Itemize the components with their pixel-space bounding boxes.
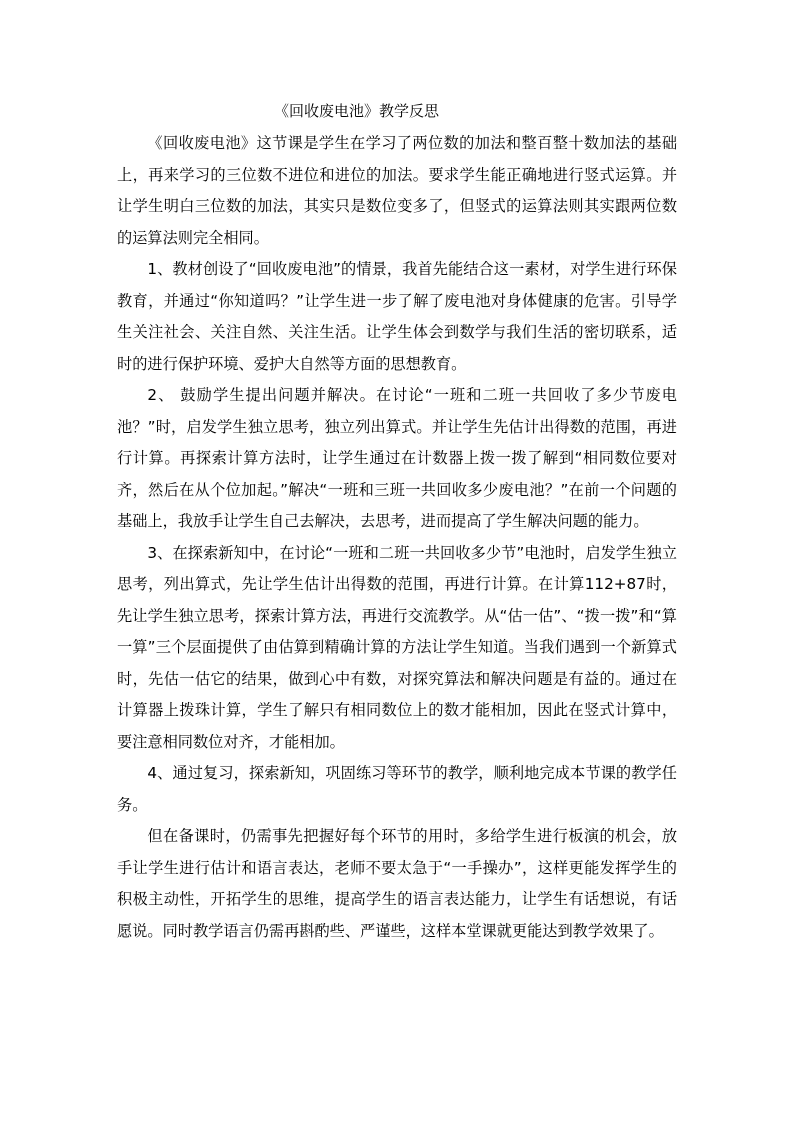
document-page: [117, 96, 677, 947]
paragraph-point-3: 3、在探索新知中，在讨论“一班和二班一共回收多少节”电池时，启发学生独立思考，列出算式，先让学生估计出得数的范围，再进行计算。在计算112+87时，先让学生独立思考，探索计算方法，再进行交流教学。从“估一估”、“拨一拨”和“算一算”三个层面提供了由估算到精确计算的方法让学生知道。当我们遇到一个新算式时，先估一估它的结果，做到心中有数，对探究算法和解决问题是有益的。通过在计算器上拨珠计算，学生了解只有相同数位上的数才能相加，因此在竖式计算中，要注意相同数位对齐，才能相加。: [117, 543, 677, 751]
paragraph-intro: 《回收废电池》这节课是学生在学习了两位数的加法和整百整十数加法的基础上，再来学习的三位数不进位和进位的加法。要求学生能正确地进行竖式运算。并让学生明白三位数的加法，其实只是数位变多了，但竖式的运算法则其实跟两位数的运算法则完全相同。: [117, 134, 677, 247]
paragraph-point-2: 2、 鼓励学生提出问题并解决。在讨论“一班和二班一共回收了多少节废电池？”时，启发学生独立思考，独立列出算式。并让学生先估计出得数的范围，再进行计算。再探索计算方法时，让学生通过在计数器上拨一拨了解到“相同数位要对齐，然后在从个位加起。”解决“一班和三班一共回收多少废电池？”在前一个问题的基础上，我放手让学生自己去解决，去思考，进而提高了学生解决问题的能力。: [117, 386, 677, 530]
paragraph-point-4: 4、通过复习，探索新知，巩固练习等环节的教学，顺利地完成本节课的教学任务。: [117, 764, 677, 814]
paragraph-point-1: 1、教材创设了“回收废电池”的情景，我首先能结合这一素材，对学生进行环保教育，并通过“你知道吗？”让学生进一步了解了废电池对身体健康的危害。引导学生关注社会、关注自然、关注生活。让学生体会到数学与我们生活的密切联系，适时的进行保护环境、爱护大自然等方面的思想教育。: [117, 260, 677, 373]
paragraph-conclusion: 但在备课时，仍需事先把握好每个环节的用时，多给学生进行板演的机会，放手让学生进行估计和语言表达，老师不要太急于“一手操办”，这样更能发挥学生的积极主动性，开拓学生的思维，提高学生的语言表达能力，让学生有话想说，有话愿说。同时教学语言仍需再斟酌些、严谨些，这样本堂课就更能达到教学效果了。: [117, 827, 677, 940]
document-title: 《回收废电池》教学反思: [274, 102, 440, 120]
